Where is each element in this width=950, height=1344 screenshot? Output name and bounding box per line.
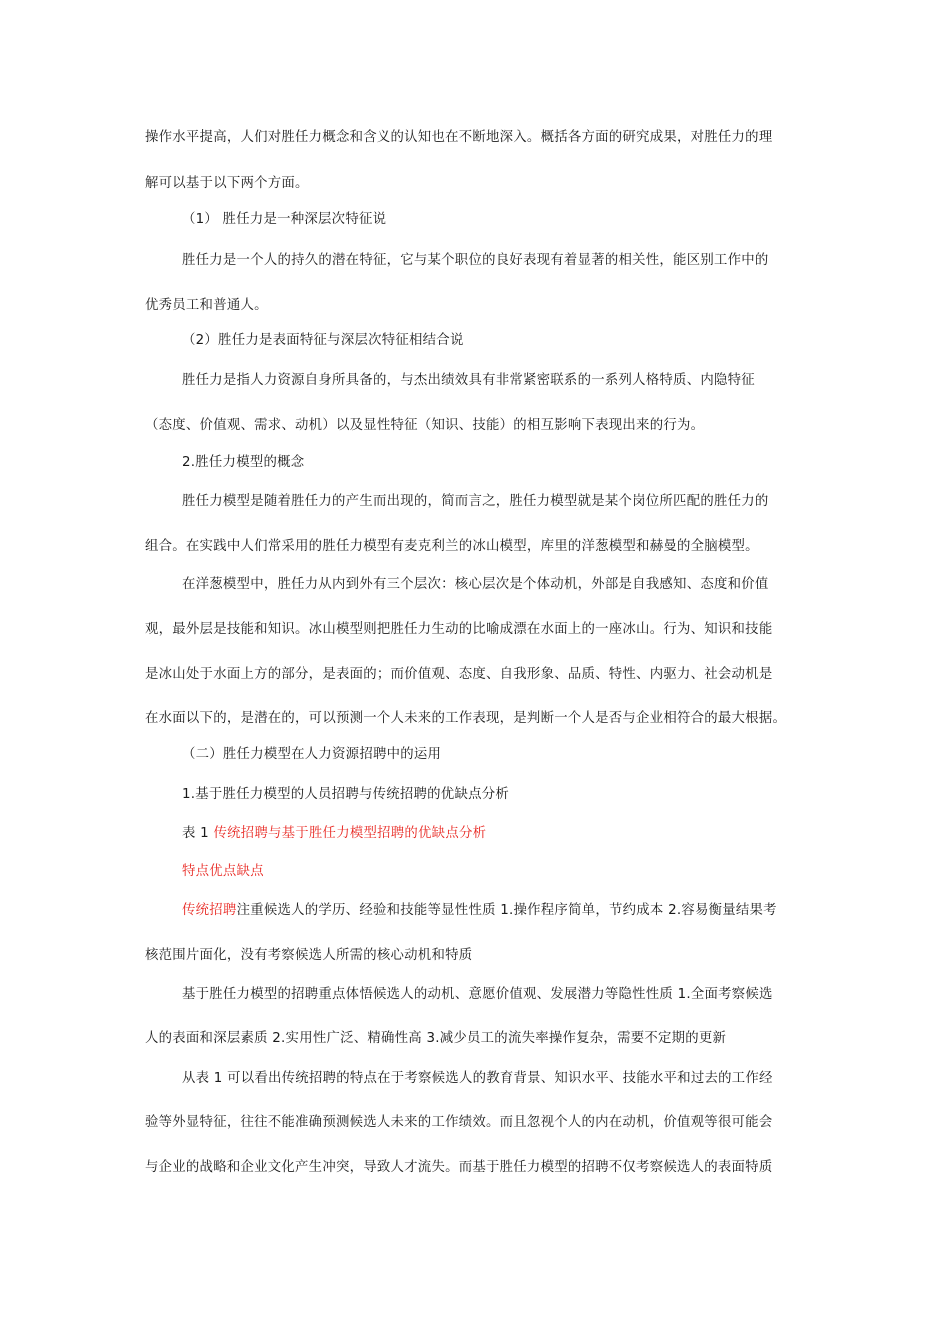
table-row <box>182 985 773 1005</box>
line-text: 组合。在实践中人们常采用的胜任力模型有麦克利兰的冰山模型，库里的洋葱模型和赫曼的全脑模型。 <box>145 539 759 554</box>
line-text: 是冰山处于水面上方的部分，是表面的；而价值观、态度、自我形象、品质、特性、内驱力、社会动机是 <box>145 667 773 682</box>
line-text: 观，最外层是技能和知识。冰山模型则把胜任力生动的比喻成漂在水面上的一座冰山。行为、知识和技能 <box>145 622 773 637</box>
table-row <box>182 901 777 921</box>
table-caption <box>182 824 486 844</box>
paragraph-line <box>145 1113 772 1133</box>
paragraph-line <box>145 416 704 436</box>
caption-title: 传统招聘与基于胜任力模型招聘的优缺点分析 <box>213 826 487 841</box>
section-heading <box>182 453 304 473</box>
table-row <box>145 1029 726 1049</box>
paragraph-line <box>145 537 759 557</box>
line-text: 1.基于胜任力模型的人员招聘与传统招聘的优缺点分析 <box>182 787 510 802</box>
paragraph-line <box>145 174 309 194</box>
paragraph-line <box>145 665 772 685</box>
line-text: 操作水平提高，人们对胜任力概念和含义的认知也在不断地深入。概括各方面的研究成果，对胜任力的理 <box>145 130 773 145</box>
line-text: 验等外显特征，往往不能准确预测候选人未来的工作绩效。而且忽视个人的内在动机，价值观等很可能会 <box>145 1115 773 1130</box>
paragraph-line <box>145 1158 772 1178</box>
row-text: 基于胜任力模型的招聘重点体悟候选人的动机、意愿价值观、发展潜力等隐性性质 1.全面考察候选 <box>182 987 773 1002</box>
line-text: 解可以基于以下两个方面。 <box>145 176 309 191</box>
section-heading <box>182 331 464 351</box>
line-text: 在水面以下的，是潜在的，可以预测一个人未来的工作表现，是判断一个人是否与企业相符合的最大根据。 <box>145 711 787 726</box>
line-text: 胜任力是指人力资源自身所具备的，与杰出绩效具有非常紧密联系的一系列人格特质、内隐特征 <box>182 373 755 388</box>
paragraph-line <box>182 575 769 595</box>
line-text: 胜任力是一个人的持久的潜在特征，它与某个职位的良好表现有着显著的相关性，能区别工作中的 <box>182 253 769 268</box>
paragraph-line <box>145 296 268 316</box>
paragraph-line <box>145 128 772 148</box>
table-header-row <box>182 862 264 882</box>
row-text: 注重候选人的学历、经验和技能等显性性质 1.操作程序简单，节约成本 2.容易衡量结果考 <box>236 903 777 918</box>
paragraph-line <box>145 620 772 640</box>
line-text: （1） 胜任力是一种深层次特征说 <box>182 212 387 227</box>
line-text: 与企业的战略和企业文化产生冲突，导致人才流失。而基于胜任力模型的招聘不仅考察候选人的表面特质 <box>145 1160 773 1175</box>
row-text: 人的表面和深层素质 2.实用性广泛、精确性高 3.减少员工的流失率操作复杂，需要不定期的更新 <box>145 1031 727 1046</box>
paragraph-line <box>182 492 769 512</box>
paragraph-line <box>182 251 769 271</box>
line-text: 胜任力模型是随着胜任力的产生而出现的，简而言之，胜任力模型就是某个岗位所匹配的胜任力的 <box>182 494 769 509</box>
line-text: 优秀员工和普通人。 <box>145 298 268 313</box>
section-heading <box>182 745 441 765</box>
section-heading <box>182 785 509 805</box>
paragraph-line <box>182 371 755 391</box>
row-text: 核范围片面化，没有考察候选人所需的核心动机和特质 <box>145 948 473 963</box>
line-text: 在洋葱模型中，胜任力从内到外有三个层次：核心层次是个体动机，外部是自我感知、态度和价值 <box>182 577 769 592</box>
paragraph-line <box>182 1069 773 1089</box>
line-text: （态度、价值观、需求、动机）以及显性特征（知识、技能）的相互影响下表现出来的行为。 <box>145 418 705 433</box>
line-text: （二）胜任力模型在人力资源招聘中的运用 <box>182 747 442 762</box>
header-text: 特点优点缺点 <box>182 864 264 879</box>
paragraph-line <box>145 709 786 729</box>
line-text: （2）胜任力是表面特征与深层次特征相结合说 <box>182 333 464 348</box>
line-text: 2.胜任力模型的概念 <box>182 455 305 470</box>
table-row <box>145 946 472 966</box>
row-label: 传统招聘 <box>182 903 237 918</box>
section-heading <box>182 210 386 230</box>
line-text: 从表 1 可以看出传统招聘的特点在于考察候选人的教育背景、知识水平、技能水平和过去的工作经 <box>182 1071 773 1086</box>
caption-prefix: 表 1 <box>182 826 214 841</box>
